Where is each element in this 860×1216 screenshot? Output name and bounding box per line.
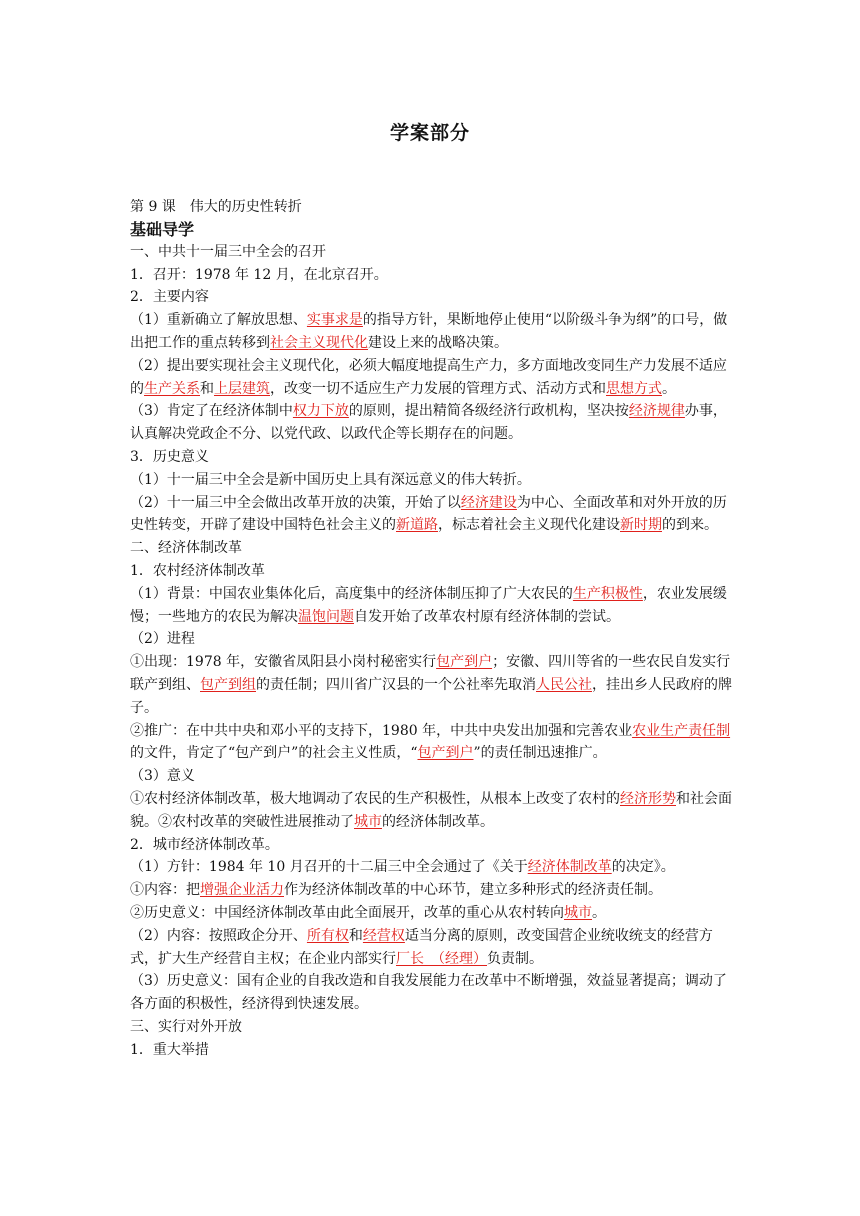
paragraph: 2．主要内容 [130, 289, 209, 306]
paragraph: 二、经济体制改革 [130, 540, 242, 557]
paragraph: ②历史意义：中国经济体制改革由此全面展开，改革的重心从农村转向城市。 [130, 904, 606, 921]
page-title: 学案部分 [389, 122, 470, 144]
paragraph: （1）背景：中国农业集体化后，高度集中的经济体制压抑了广大农民的生产积极性，农业发展缓慢；一些地方的农民为解决温饱问题自发开始了改革农村原有经济体制的尝试。 [130, 585, 727, 625]
paragraph: ①农村经济体制改革，极大地调动了农民的生产积极性，从根本上改变了农村的经济形势和社会面貌。②农村改革的突破性进展推动了城市的经济体制改革。 [130, 790, 732, 830]
underlined-answer: 人民公社 [536, 676, 592, 693]
underlined-answer: 经济建设 [460, 494, 517, 511]
paragraph: 2．城市经济体制改革。 [130, 836, 279, 853]
underlined-answer: 生产关系 [144, 380, 200, 397]
underlined-answer: 新时期 [620, 517, 662, 534]
paragraph: ①内容：把增强企业活力作为经济体制改革的中心环节，建立多种形式的经济责任制。 [130, 882, 662, 899]
paragraph: 3．历史意义 [130, 448, 209, 465]
document-body [130, 196, 734, 1061]
paragraph: 1．重大举措 [130, 1041, 209, 1058]
underlined-answer: 生产积极性 [572, 585, 643, 602]
paragraph: ②推广：在中共中央和邓小平的支持下，1980 年，中共中央发出加强和完善农业农业生产责任制的文件，肯定了“包产到户”的社会主义性质，“包产到户”的责任制迅速推广。 [130, 722, 731, 762]
underlined-answer: 新道路 [396, 517, 438, 534]
underlined-answer: 经济体制改革 [527, 859, 612, 876]
paragraph: （1）十一届三中全会是新中国历史上具有深远意义的伟大转折。 [130, 471, 531, 488]
underlined-answer: 上层建筑 [214, 380, 270, 397]
paragraph: 1．农村经济体制改革 [130, 562, 265, 579]
underlined-answer: 思想方式 [606, 380, 662, 397]
underlined-answer: 城市 [564, 904, 592, 921]
underlined-answer: 权力下放 [292, 403, 349, 420]
paragraph: 1．召开：1978 年 12 月，在北京召开。 [130, 266, 388, 283]
underlined-answer: 实事求是 [306, 312, 363, 329]
underlined-answer: 经济形势 [620, 790, 676, 807]
lesson-title: 第 9 课 伟大的历史性转折 [130, 199, 302, 215]
paragraph: （3）历史意义：国有企业的自我改造和自我发展能力在改革中不断增强，效益显著提高；调动了各方面的积极性，经济得到快速发展。 [130, 973, 727, 1013]
paragraph: ①出现：1978 年，安徽省凤阳县小岗村秘密实行包产到户；安徽、四川等省的一些农民自发实行联产到组、包产到组的责任制；四川省广汉县的一个公社率先取消人民公社，挂出乡人民政府的牌子。 [130, 654, 732, 716]
paragraph: 一、中共十一届三中全会的召开 [130, 243, 326, 260]
underlined-answer: 所有权 [306, 927, 349, 944]
underlined-answer: 包产到户 [417, 745, 474, 762]
paragraph: （1）方针：1984 年 10 月召开的十二届三中全会通过了《关于经济体制改革的决定》。 [130, 859, 675, 876]
section-heading: 基础导学 [130, 219, 195, 239]
underlined-answer: 厂长 （经理） [396, 950, 487, 967]
underlined-answer: 温饱问题 [298, 608, 354, 625]
underlined-answer: 经济规律 [628, 403, 685, 420]
paragraph: （2）进程 [130, 631, 195, 648]
paragraph: （2）提出要实现社会主义现代化，必须大幅度地提高生产力，多方面地改变同生产力发展不适应的生产关系和上层建筑，改变一切不适应生产力发展的管理方式、活动方式和思想方式。 [130, 357, 727, 397]
paragraph: （2）十一届三中全会做出改革开放的决策，开始了以经济建设为中心、全面改革和对外开放的历史性转变，开辟了建设中国特色社会主义的新道路，标志着社会主义现代化建设新时期的到来。 [130, 494, 727, 534]
underlined-answer: 包产到户 [436, 654, 493, 671]
paragraph: 三、实行对外开放 [130, 1018, 242, 1035]
underlined-answer: 城市 [354, 813, 382, 830]
underlined-answer: 增强企业活力 [200, 882, 284, 899]
paragraph: （1）重新确立了解放思想、实事求是的指导方针，果断地停止使用“以阶级斗争为纲”的口号，做出把工作的重点转移到社会主义现代化建设上来的战略决策。 [130, 312, 728, 351]
paragraph: （3）肯定了在经济体制中权力下放的原则，提出精简各级经济行政机构，坚决按经济规律办事，认真解决党政企不分、以党代政、以政代企等长期存在的问题。 [130, 403, 727, 443]
paragraph-list [130, 241, 734, 1062]
paragraph: （3）意义 [130, 768, 195, 785]
paragraph: （2）内容：按照政企分开、所有权和经营权适当分离的原则，改变国营企业统收统支的经营方式，扩大生产经营自主权；在企业内部实行厂长 （经理）负责制。 [130, 927, 713, 967]
underlined-answer: 经营权 [362, 927, 405, 944]
underlined-answer: 包产到组 [200, 676, 256, 693]
underlined-answer: 社会主义现代化 [270, 334, 368, 351]
underlined-answer: 农业生产责任制 [632, 722, 731, 739]
